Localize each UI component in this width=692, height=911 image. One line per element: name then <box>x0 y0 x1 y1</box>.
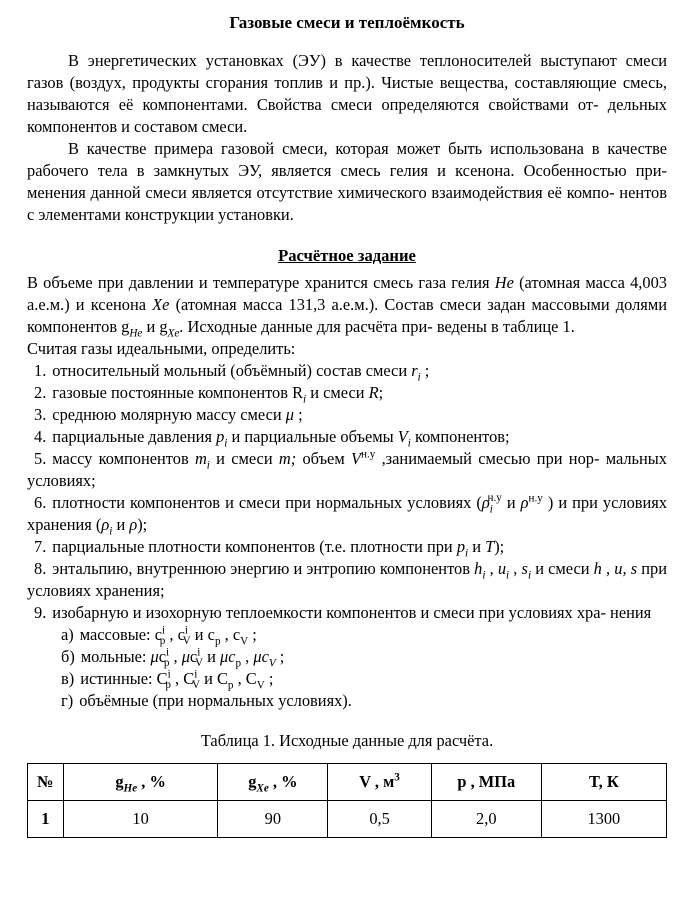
list-item-text: среднюю молярную массу смеси μ ; <box>52 404 303 424</box>
sub-item-label: а) <box>61 624 74 644</box>
table-row <box>28 800 667 837</box>
sub-list-item <box>27 690 667 712</box>
list-item <box>27 492 667 536</box>
list-item-text: парциальные давления $p_i$ и парциальные объемы $V_i$ компонентов; <box>52 426 510 450</box>
sub-item-text: мольные: $\mu c^i_p$ , $\mu c^i_V$ и $\mu c_p$ , $\mu c_V$ ; <box>80 646 285 669</box>
sub-list <box>27 624 667 712</box>
list-item-number: 4. <box>34 426 47 446</box>
list-item <box>27 448 667 492</box>
table-caption: Таблица 1. Исходные данные для расчёта. <box>200 730 494 750</box>
sub-item-text: массовые: $c^i_p$ , $c^i_V$ и $c_p$ , $c_V$ ; <box>79 624 257 647</box>
sub-list-item <box>27 646 667 668</box>
document-title: Газовые смеси и теплоёмкость <box>229 13 465 32</box>
table-cell: 0,5 <box>328 800 432 837</box>
table-cell: 90 <box>218 800 328 837</box>
sub-list-item <box>27 668 667 690</box>
list-item <box>27 360 667 382</box>
table-header-cell: $g_{Xe}$ , % <box>218 763 328 800</box>
sub-item-text: истинные: $C^i_p$ , $C^i_V$ и $C_p$ , $C_V$ ; <box>80 668 274 691</box>
list-item <box>27 602 667 624</box>
sub-list-item <box>27 624 667 646</box>
list-item <box>27 536 667 558</box>
sub-item-label: в) <box>61 668 75 688</box>
list-item <box>27 382 667 404</box>
section-heading-text: Расчётное задание <box>278 245 416 265</box>
table-header-row <box>28 763 667 800</box>
list-item-number: 3. <box>34 404 47 424</box>
list-item-number: 6. <box>34 492 47 512</box>
task-description: В объеме при давлении и температуре хранится смесь газа гелия He (атомная масса 4,003 а.е.м.) и ксенона Xe (атомная масса 131,3 а.е.м.). Состав смеси задан массовыми долями компонентов $g_{He}$ и $g_{Xe}$. Исходные данные для расчёта при- ведены в таблице 1. <box>27 272 667 340</box>
table-header-cell: T, К <box>541 763 666 800</box>
list-item-text: плотности компонентов и смеси при нормальных условиях ($\rho_i^{н.у}$ и $\rho^{н.у}$ ) и при условиях хранения ($\rho_i$ и ρ); <box>27 492 668 537</box>
intro-paragraph-2: В качестве примера газовой смеси, которая может быть использована в качестве рабочего тела в замкнутых ЭУ, является смесь гелия и ксенона. Особенностью при- менения данной смеси является отсутствие химического взаимодействия её компо- нентов с элементами конструкции установки. <box>27 138 667 224</box>
table-cell: 1300 <box>541 800 666 837</box>
list-item-text: энтальпию, внутреннюю энергию и энтропию компонентов $h_i$ , $u_i$ , $s_i$ и смеси h , u, s при условиях хранения; <box>27 558 667 600</box>
table-header-cell: V , $м^3$ <box>328 763 432 800</box>
list-item-text: парциальные плотности компонентов (т.е. плотности при $p_i$ и T); <box>52 536 505 559</box>
list-item-number: 1. <box>34 360 47 380</box>
list-item-text: массу компонентов $m_i$ и смеси m; объем $V^{н.у}$ ,занимаемый смесью при нор- мальных условиях; <box>27 448 668 490</box>
table-header-cell: № <box>28 763 64 800</box>
sub-item-label: б) <box>61 646 75 666</box>
list-item-text: изобарную и изохорную теплоемкости компонентов и смеси при условиях хра- нения <box>52 602 652 622</box>
table-cell: 2,0 <box>431 800 541 837</box>
list-item-number: 5. <box>34 448 47 468</box>
sub-item-text: объёмные (при нормальных условиях). <box>79 690 352 710</box>
table-header-cell: p , МПа <box>431 763 541 800</box>
list-item-number: 2. <box>34 382 47 402</box>
list-item-text: газовые постоянные компонентов $R_i$ и смеси R; <box>52 382 384 406</box>
list-item-text: относительный мольный (объёмный) состав смеси $r_i$ ; <box>52 360 430 384</box>
list-intro: Считая газы идеальными, определить: <box>27 338 296 358</box>
list-item-number: 8. <box>34 558 47 578</box>
section-heading <box>27 245 667 267</box>
list-item <box>27 426 667 448</box>
sub-item-label: г) <box>61 690 74 710</box>
table-cell: 10 <box>63 800 218 837</box>
task-list <box>27 360 667 624</box>
data-table <box>27 763 667 838</box>
list-item <box>27 558 667 602</box>
table-header-cell: $g_{He}$ , % <box>63 763 218 800</box>
table-cell: 1 <box>28 800 64 837</box>
list-item <box>27 404 667 426</box>
intro-paragraph-1: В энергетических установках (ЭУ) в качестве теплоносителей выступают смеси газов (воздух, продукты сгорания топлив и пр.). Чистые вещества, составляющие смесь, называются её компонентами. Свойства смеси определяются свойствами от- дельных компонентов и составом смеси. <box>27 50 667 136</box>
list-item-number: 9. <box>34 602 47 622</box>
list-item-number: 7. <box>34 536 47 556</box>
